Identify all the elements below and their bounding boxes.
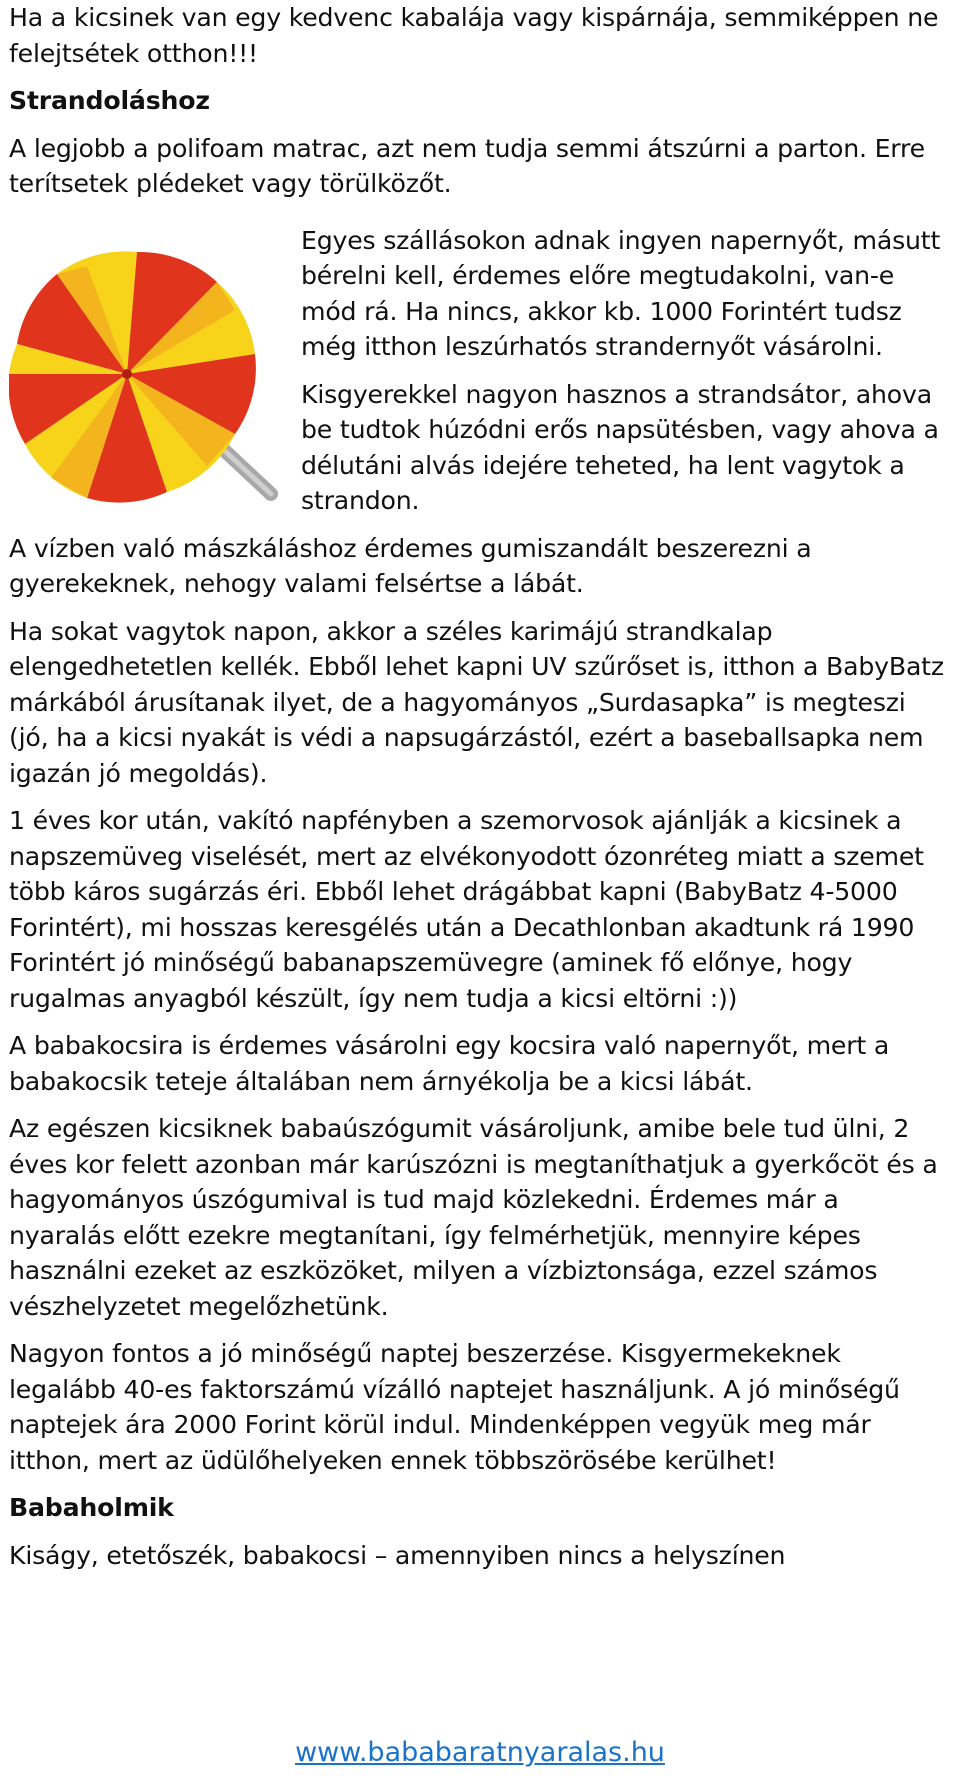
gumiszandal-paragraph: A vízben való mászkáláshoz érdemes gumiszandált beszerezni a gyerekeknek, nehogy valami felsértse a lábát. — [9, 533, 812, 598]
babakocsi-paragraph: A babakocsira is érdemes vásárolni egy kocsira való napernyőt, mert a babakocsik teteje általában nem árnyékolja be a kicsi lábát. — [9, 1031, 890, 1096]
section-heading-beach: Strandoláshoz — [9, 86, 210, 115]
matrac-paragraph: A legjobb a polifoam matrac, azt nem tudja semmi átszúrni a parton. Erre terítsetek plédeket vagy törülközőt. — [9, 133, 925, 198]
strandkalap-paragraph: Ha sokat vagytok napon, akkor a széles karimájú strandkalap elengedhetetlen kellék. Ebből lehet kapni UV szűrőset is, itthon a BabyBatz márkából árusítanak ilyet, de a hagyományos „Surdasapka” is megteszi (jó, ha a kicsi nyakát is védi a napsugárzástól, ezért a baseballsapka nem igazán jó megoldás). — [9, 616, 944, 788]
intro-paragraph: Ha a kicsinek van egy kedvenc kabalája vagy kispárnája, semmiképpen ne felejtsétek otthon!!! — [9, 3, 939, 68]
website-link[interactable]: www.bababaratnyaralas.hu — [295, 1737, 665, 1768]
strandsator-paragraph: Kisgyerekkel nagyon hasznos a strandsátor, ahova be tudtok húzódni erős napsütésben, vagy ahova a délutáni alvás idejére teheted, ha lent vagytok a strandon. — [301, 379, 939, 515]
section-heading-baby: Babaholmik — [9, 1493, 174, 1522]
babaholmik-paragraph: Kiságy, etetőszék, babakocsi – amennyiben nincs a helyszínen — [9, 1540, 786, 1570]
umbrella-image — [9, 226, 297, 516]
napszemuveg-paragraph: 1 éves kor után, vakító napfényben a szemorvosok ajánlják a kicsinek a napszemüveg viselését, mert az elvékonyodott ózonréteg miatt a szemet több káros sugárzás éri. Ebből lehet drágábbat kapni (BabyBatz 4-5000 Forintért), mi hosszas keresgélés után a Decathlonban akadtunk rá 1990 Forintért jó minőségű babanapszemüvegre (aminek fő előnye, hogy rugalmas anyagból készült, így nem tudja a kicsi eltörni :)) — [9, 806, 924, 1013]
umbrella-icon — [9, 226, 297, 516]
uszogumi-paragraph: Az egészen kicsiknek babaúszógumit vásároljunk, amibe bele tud ülni, 2 éves kor felett azonban már karúszózni is megtaníthatjuk a gyerkőcöt és a hagyományos úszógumival is tud majd közlekedni. Érdemes már a nyaralás előtt ezekre megtanítani, így felmérhetjük, mennyire képes használni ezeket az eszközöket, milyen a vízbiztonsága, ezzel számos vészhelyzetet megelőzhetünk. — [9, 1114, 938, 1321]
footer — [0, 1736, 960, 1770]
napernyo-paragraph: Egyes szállásokon adnak ingyen napernyőt, másutt bérelni kell, érdemes előre megtudakolni, van-e mód rá. Ha nincs, akkor kb. 1000 Forintért tudsz még itthon leszúrhatós strandernyőt vásárolni. — [301, 225, 941, 361]
document-body — [9, 0, 951, 1573]
naptej-paragraph: Nagyon fontos a jó minőségű naptej beszerzése. Kisgyermekeknek legalább 40-es faktorszámú vízálló naptejet használjunk. A jó minőségű naptejek ára 2000 Forint körül indul. Mindenképpen vegyük meg már itthon, mert az üdülőhelyeken ennek többszörösébe kerülhet! — [9, 1339, 900, 1475]
